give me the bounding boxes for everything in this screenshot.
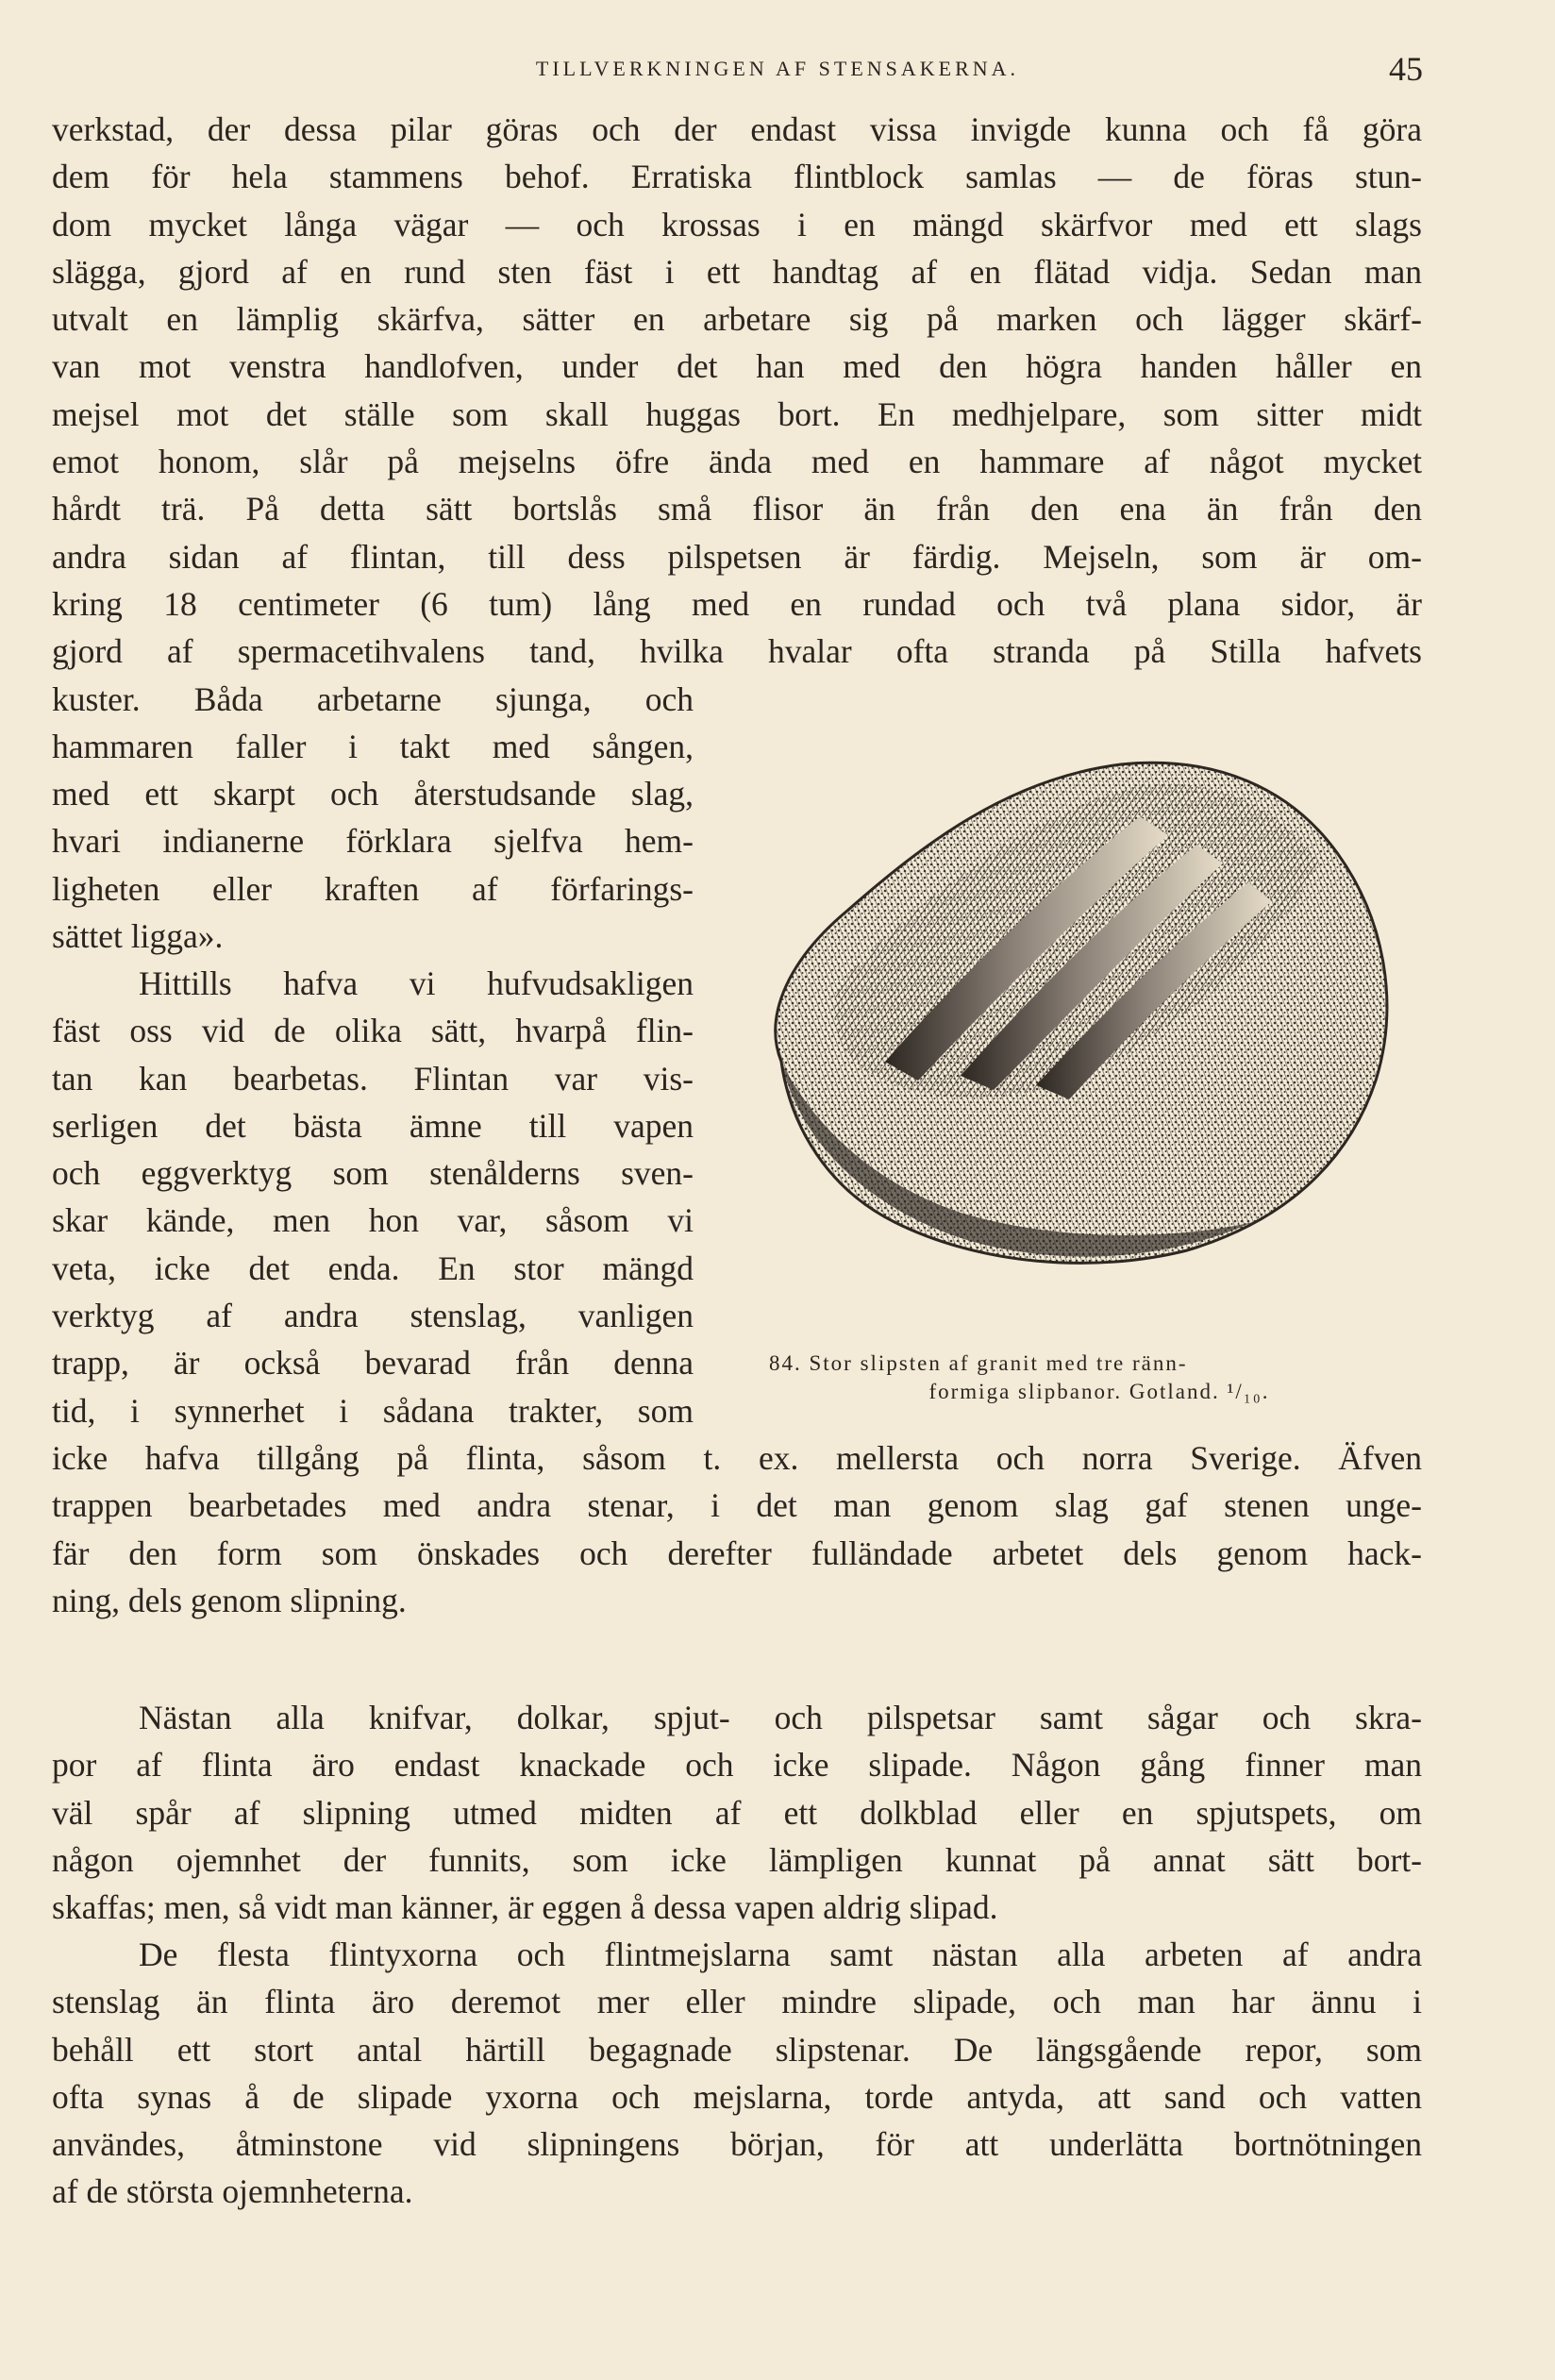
text-line: emot honom, slår på mejselns öfre ända med en hammare af något mycket [52, 443, 1422, 481]
text-line: stenslag än flinta äro deremot mer eller mindre slipade, och man har ännu i [52, 1983, 1422, 2021]
text-line: och eggverktyg som stenålderns sven- [52, 1154, 694, 1193]
text-line: slägga, gjord af en rund sten fäst i ett handtag af en flätad vidja. Sedan man [52, 252, 1422, 291]
text-line: De flesta flintyxorna och flintmejslarna samt nästan alla arbeten af andra [139, 1936, 1422, 1973]
text-line: verkstad, der dessa pilar göras och der endast vissa invigde kunna och få göra [52, 110, 1422, 148]
text-line: Nästan alla knifvar, dolkar, spjut- och pilspetsar samt sågar och skra- [139, 1699, 1422, 1736]
text-line: serligen det bästa ämne till vapen [52, 1106, 694, 1145]
text-line: veta, icke det enda. En stor mängd [52, 1249, 694, 1287]
page-header [0, 50, 1555, 94]
text-line: van mot venstra handlofven, under det han med den högra handen håller en [52, 347, 1422, 386]
text-line: dom mycket långa vägar — och krossas i en mängd skärfvor med ett slags [52, 205, 1422, 243]
text-line: ligheten eller kraften af förfarings- [52, 869, 694, 908]
caption-line: 84. Stor slipsten af granit med tre ränn- [769, 1351, 1188, 1375]
text-line: hårdt trä. På detta sätt bortslås små flisor än från den ena än från den [52, 490, 1422, 528]
text-line: por af flinta äro endast knackade och icke slipade. Någon gång finner man [52, 1746, 1422, 1785]
figure-caption [769, 1349, 1430, 1406]
text-line: behåll ett stort antal härtill begagnade slipstenar. De längsgående repor, som [52, 2030, 1422, 2069]
text-line: dem för hela stammens behof. Erratiska flintblock samlas — de föras stun- [52, 158, 1422, 196]
text-line: af de största ojemnheterna. [52, 2172, 413, 2211]
text-line: mejsel mot det ställe som skall huggas bort. En medhjelpare, som sitter midt [52, 394, 1422, 433]
text-line: tid, i synnerhet i sådana trakter, som [52, 1391, 694, 1430]
running-title: TILLVERKNINGEN AF STENSAKERNA. [535, 57, 1020, 80]
text-line: ning, dels genom slipning. [52, 1581, 407, 1619]
text-line: väl spår af slipning utmed midten af ett dolkblad eller en spjutspets, om [52, 1793, 1422, 1832]
text-line: icke hafva tillgång på flinta, såsom t. ex. mellersta och norra Sverige. Äfven [52, 1438, 1422, 1477]
text-line: utvalt en lämplig skärfva, sätter en arbetare sig på marken och lägger skärf- [52, 300, 1422, 339]
text-line: ofta synas å de slipade yxorna och mejslarna, torde antyda, att sand och vatten [52, 2077, 1422, 2116]
text-line: kuster. Båda arbetarne sjunga, och [52, 679, 694, 718]
text-line: tan kan bearbetas. Flintan var vis- [52, 1059, 694, 1098]
caption-line: formiga slipbanor. Gotland. ¹/₁₀. [928, 1380, 1270, 1403]
text-line: sättet ligga». [52, 917, 224, 956]
text-line: hvari indianerne förklara sjelfva hem- [52, 822, 694, 861]
text-line: kring 18 centimeter (6 tum) lång med en rundad och två plana sidor, är [52, 584, 1422, 623]
text-line: användes, åtminstone vid slipningens början, för att underlätta bortnötningen [52, 2125, 1422, 2164]
text-line: andra sidan af flintan, till dess pilspetsen är färdig. Mejseln, som är om- [52, 537, 1422, 576]
text-line: fäst oss vid de olika sätt, hvarpå flin- [52, 1012, 694, 1050]
text-line: skar kände, men hon var, såsom vi [52, 1201, 694, 1240]
text-line: någon ojemnhet der funnits, som icke lämpligen kunnat på annat sätt bort- [52, 1840, 1422, 1879]
text-line: Hittills hafva vi hufvudsakligen [139, 964, 694, 1002]
whetstone-illustration [725, 750, 1413, 1279]
page-number: 45 [1389, 50, 1423, 88]
text-line: trappen bearbetades med andra stenar, i det man genom slag gaf stenen unge- [52, 1486, 1422, 1525]
text-line: fär den form som önskades och derefter fulländade arbetet dels genom hack- [52, 1534, 1422, 1572]
text-line: trapp, är också bevarad från denna [52, 1344, 694, 1383]
text-line: skaffas; men, så vidt man känner, är eggen å dessa vapen aldrig slipad. [52, 1888, 998, 1927]
text-line: hammaren faller i takt med sången, [52, 727, 694, 765]
paragraph-3 [52, 1694, 1422, 1931]
text-line: med ett skarpt och återstudsande slag, [52, 775, 694, 813]
paragraph-4 [52, 1931, 1422, 2216]
text-line: gjord af spermacetihvalens tand, hvilka hvalar ofta stranda på Stilla hafvets [52, 632, 1422, 671]
text-line: verktyg af andra stenslag, vanligen [52, 1297, 694, 1335]
